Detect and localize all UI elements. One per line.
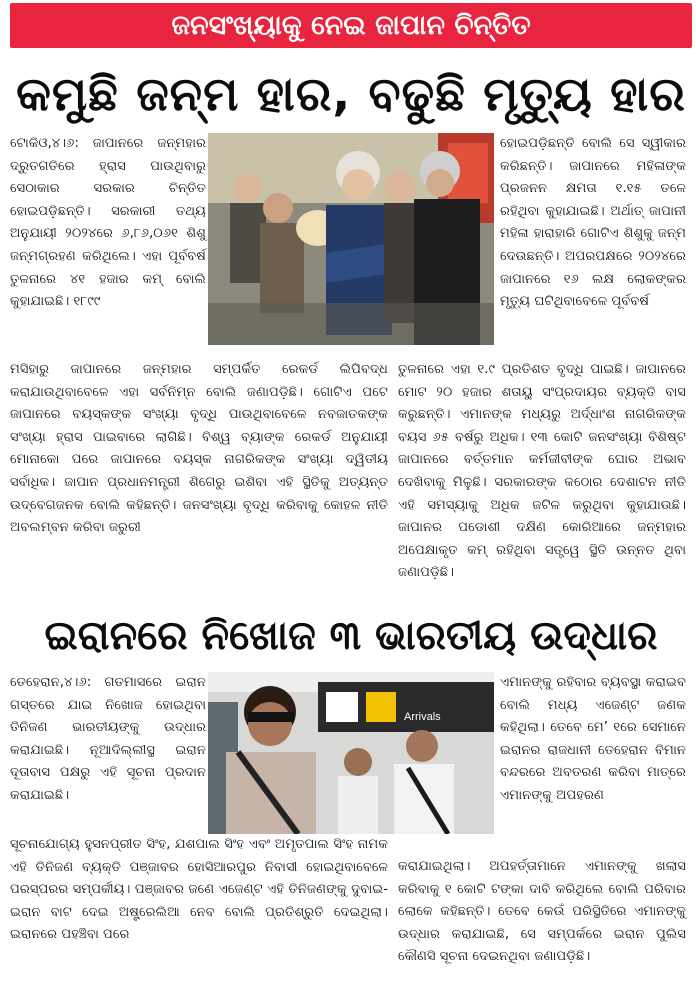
story2-column-bottom-right [398, 856, 686, 984]
story1-column-left [10, 133, 206, 359]
story1-text-bottom-left: ମସିହାରୁ ଜାପାନରେ ଜନ୍ମହାର ସମ୍ପର୍କିତ ରେକର୍ଡ ଲିପିବଦ୍ଧ କରାଯାଉଥିବାବେଳେ ଏହା ସର୍ବନିମ୍ନ ବୋଲି ଜଣାପଡ଼ିଛି। ଗୋଟିଏ ପଟେ ଜାପାନରେ ବୟସ୍କଙ୍କ ସଂଖ୍ୟା ବୃଦ୍ଧି ପାଉଥିବାବେଳେ ନବଜାତକଙ୍କ ସଂଖ୍ୟା ହ୍ରାସ ପାଇବାରେ ଲାଗିଛି। ବିଶ୍ୱ ବ୍ୟାଙ୍କ ରେକର୍ଡ ଅନୁଯାୟୀ ମୋନାକୋ ପରେ ଜାପାନରେ ବୟସ୍କ ନାଗରିକଙ୍କ ସଂଖ୍ୟା ଦ୍ୱିତୀୟ ସର୍ବାଧିକ। ଜାପାନ ପ୍ରଧାନମନ୍ତ୍ରୀ ଶିଗେରୁ ଇଶିବା ଏହି ସ୍ଥିତିକୁ ଅତ୍ୟନ୍ତ ଉଦ୍‌ବେଗଜନକ ବୋଲି କହିଛନ୍ତି। ଜନସଂଖ୍ୟା ବୃଦ୍ଧି କରିବାକୁ କୋହଳ ନୀତି ଅବଲମ୍ବନ କରିବା ଜରୁରୀ [10, 362, 388, 536]
story1-column-bottom-left [10, 359, 388, 595]
arrivals-sign-text: Arrivals [404, 711, 441, 723]
story2-column-left [10, 672, 206, 834]
story1-text-bottom-right: ତୁଳନାରେ ଏହା ୧.୯ ପ୍ରତିଶତ ବୃଦ୍ଧି ପାଇଛି। ଜାପାନରେ ମୋଟ ୨୦ ହଜାର ଶତାୟୁ ସଂପ୍ରଦାୟର ବ୍ୟକ୍ତି ବାସ କରୁଛନ୍ତି। ଏମାନଙ୍କ ମଧ୍ୟରୁ ଅର୍ଦ୍ଧାଂଶ ନାଗରିକଙ୍କ ବୟସ ୬୫ ବର୍ଷରୁ ଅଧିକ। ୧୩ କୋଟି ଜନସଂଖ୍ୟା ବିଶିଷ୍ଟ ଜାପାନରେ ବର୍ତ୍ତମାନ କର୍ମଜୀବୀଙ୍କ ଘୋର ଅଭାବ ଦେଖିବାକୁ ମିଳୁଛି। ସରକାରଙ୍କ କଠୋର ଦେଶାଟନ ନୀତି ଏହି ସମସ୍ୟାକୁ ଅଧିକ ଜଟିଳ କରୁଥିବା କୁହାଯାଉଛି। ଜାପାନର ପଡୋଶୀ ଦକ୍ଷିଣ କୋରିଆରେ ଜନ୍ମହାର ଅପେକ୍ଷାକୃତ କମ୍ ରହିଥିବା ସତ୍ତ୍ୱେ ସ୍ଥିତି ଉନ୍ନତ ଥିବା ଜଣାପଡ଼ିଛି। [398, 362, 686, 581]
section-banner: ଜନସଂଖ୍ୟାକୁ ନେଇ ଜାପାନ ଚିନ୍ତିତ [10, 3, 692, 48]
story2-headline: ଇରାନରେ ନିଖୋଜ ୩ ଭାରତୀୟ ଉଦ୍ଧାର [44, 613, 658, 659]
story2-text-bottom-right: କରାଯାଇଥିଲା। ଅପହର୍ତ୍ତାମାନେ ଏମାନଙ୍କୁ ଖଲାସ କରିବାକୁ ୧ କୋଟି ଟଙ୍କା ଦାବି କରିଥିଲେ ବୋଲି ପରିବାର ଲୋକେ କହିଛନ୍ତି। ତେବେ କେଉଁ ପରିସ୍ଥିତିରେ ଏମାନଙ୍କୁ ଉଦ୍ଧାର କରାଯାଇଛି, ସେ ସମ୍ପର୍କରେ ଇରାନ ପୁଲିସ କୌଣସି ସୂଚନା ଦେଇନଥିବା ଜଣାପଡ଼ିଛି। [398, 859, 686, 965]
elderly-people-photo [208, 133, 494, 345]
story2-column-bottom-left [10, 834, 388, 984]
story1-photo-elderly-japanese [208, 133, 494, 345]
story2-text-bottom-left: ସୂଚନାଯୋଗ୍ୟ ହୁସନପ୍ରୀତ ସିଂହ, ଯଶପାଲ ସିଂହ ଏବଂ ଅମୃତପାଲ ସିଂହ ନାମକ ଏହି ତିନିଜଣ ବ୍ୟକ୍ତି ପଞ୍ଜାବର ହୋସିଆରପୁର ନିବାସୀ ହୋଇଥିବାବେଳେ ପରସ୍ପରର ସମ୍ପର୍କୀୟ। ପଞ୍ଜାବର ଜଣେ ଏଜେଣ୍ଟ ଏହି ତିନିଜଣଙ୍କୁ ଦୁବାଇ-ଇରାନ ବାଟ ଦେଇ ଅଷ୍ଟ୍ରେଲିଆ ନେବ ବୋଲି ପ୍ରତିଶ୍ରୁତି ଦେଇଥିଲା। ଇରାନରେ ପହଞ୍ଚିବା ପରେ [10, 837, 388, 943]
story2-photo-rescued-men [208, 672, 494, 834]
story2-column-right [500, 672, 686, 834]
story2-text-left: ତେହେରାନ,୪।୬: ଗତମାସରେ ଇରାନ ଗସ୍ତରେ ଯାଇ ନିଖୋଜ ହୋଇଥିବା ତିନିଜଣ ଭାରତୀୟଙ୍କୁ ଉଦ୍ଧାର କରାଯାଇଛି। ନୂଆଦିଲ୍ଲୀସ୍ଥ ଇରାନ ଦୂତାବାସ ପକ୍ଷରୁ ଏହି ସୂଚନା ପ୍ରଦାନ କରାଯାଇଛି। [10, 675, 206, 803]
story1-text-left: ଟୋକିଓ,୪।୬: ଜାପାନରେ ଜନ୍ମହାର ଦ୍ରୁତଗତିରେ ହ୍ରାସ ପାଉଥିବାରୁ ସେଠାକାର ସରକାର ଚିନ୍ତିତ ହୋଇପଡ଼ିଛନ୍ତି। ସରକାରୀ ତଥ୍ୟ ଅନୁଯାୟୀ ୨୦୨୪ରେ ୬,୮୬,୦୬୧ ଶିଶୁ ଜନ୍ମଗ୍ରହଣ କରିଥିଲେ। ଏହା ପୂର୍ବବର୍ଷ ତୁଳନାରେ ୪୧ ହଜାର କମ୍ ବୋଲି କୁହାଯାଇଛି। ୧୮୯୯ [10, 136, 206, 310]
story1-headline: କମୁଛି ଜନ୍ମ ହାର, ବଢୁଛି ମୃତ୍ୟୁ ହାର [16, 67, 686, 122]
story1-column-right [500, 133, 686, 359]
story2-text-right: ଏମାନଙ୍କୁ ରହିବାର ବ୍ୟବସ୍ଥା କରାଇବ ବୋଲି ମଧ୍ୟ ଏଜେଣ୍ଟ ଜଣକ କହିଥିଲା। ତେବେ ମେ’ ୧ରେ ସେମାନେ ଇରାନର ରାଜଧାନୀ ତେହେରାନ ବିମାନ ବନ୍ଦରରେ ଅବତରଣ କରିବା ମାତ୍ରେ ଏମାନଙ୍କୁ ଅପହରଣ [500, 675, 686, 803]
story1-column-bottom-right [398, 359, 686, 595]
story1-text-right: ହୋଇପଡ଼ିଛନ୍ତି ବୋଲି ସେ ସ୍ୱୀକାର କରିଛନ୍ତି। ଜାପାନରେ ମହିଳାଙ୍କ ପ୍ରଜନନ କ୍ଷମତା ୧.୧୫ ତଳେ ରହିଥିବା କୁହାଯାଇଛି। ଅର୍ଥାତ୍ ଜାପାନୀ ମହିଳା ହାରାହାରି ଗୋଟିଏ ଶିଶୁକୁ ଜନ୍ମ ଦେଉଛନ୍ତି। ଅପରପକ୍ଷରେ ୨୦୨୪ରେ ଜାପାନରେ ୧୬ ଲକ୍ଷ ଲୋକଙ୍କର ମୃତ୍ୟୁ ଘଟିଥିବାବେଳେ ପୂର୍ବବର୍ଷ [500, 136, 686, 310]
airport-photo [208, 672, 494, 834]
